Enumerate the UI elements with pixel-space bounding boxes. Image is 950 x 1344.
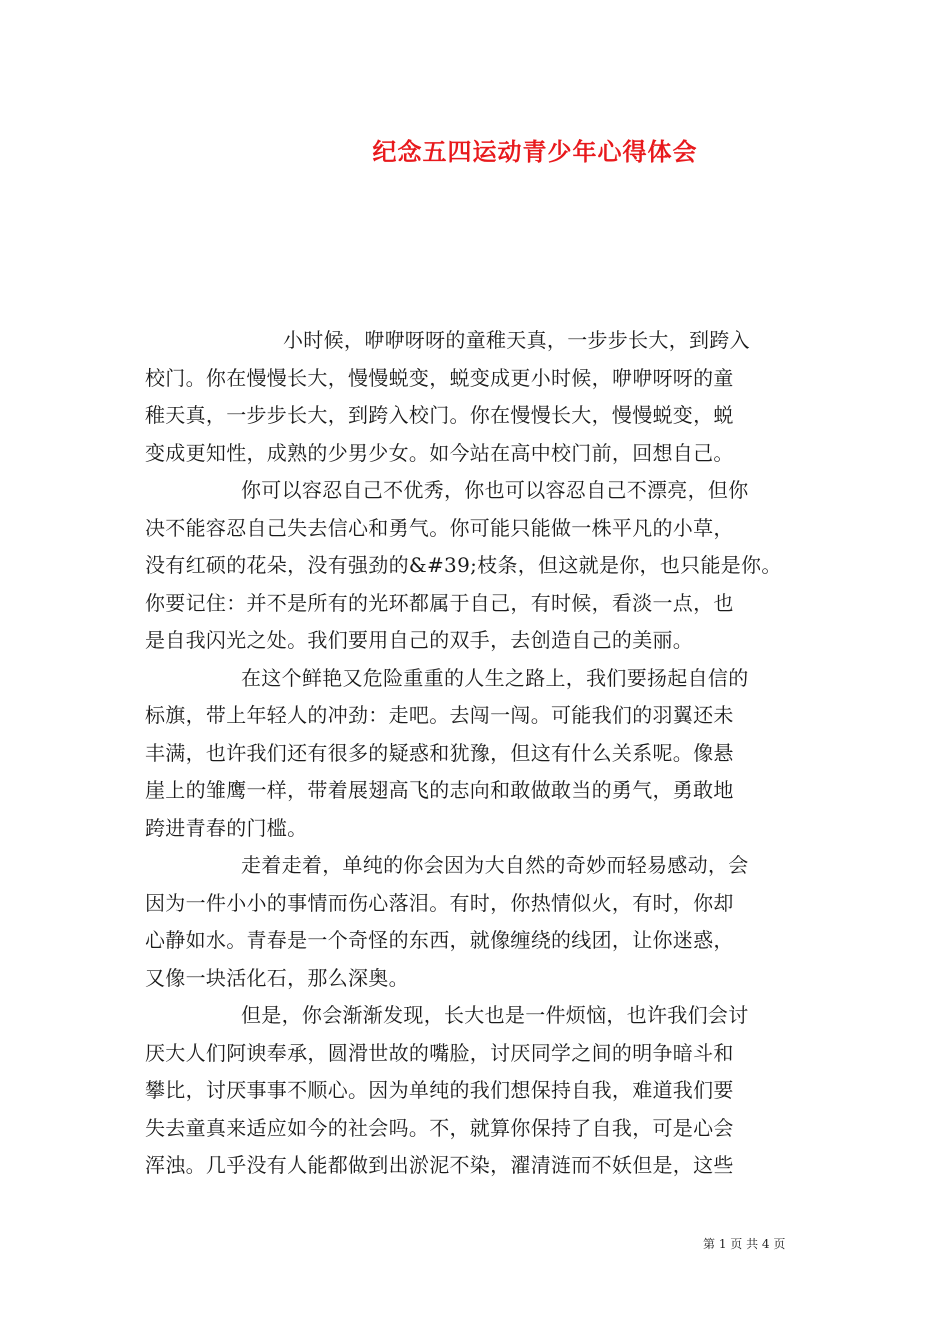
text-line: 你可以容忍自己不优秀，你也可以容忍自己不漂亮，但你 <box>241 478 749 502</box>
text-line: 标旗，带上年轻人的冲劲：走吧。去闯一闯。可能我们的羽翼还未 <box>145 703 734 727</box>
text-line: 丰满，也许我们还有很多的疑惑和犹豫，但这有什么关系呢。像悬 <box>145 740 734 765</box>
body-text <box>145 322 805 1185</box>
text-line: 在这个鲜艳又危险重重的人生之路上，我们要扬起自信的 <box>241 665 749 690</box>
text-line: 你要记住：并不是所有的光环都属于自己，有时候，看淡一点，也 <box>145 590 734 615</box>
text-line: 心静如水。青春是一个奇怪的东西，就像缠绕的线团，让你迷惑， <box>145 928 734 952</box>
text-line: 失去童真来适应如今的社会吗。不，就算你保持了自我，可是心会 <box>145 1115 734 1140</box>
text-line: 变成更知性，成熟的少男少女。如今站在高中校门前，回想自己。 <box>145 440 734 465</box>
text-line: 厌大人们阿谀奉承，圆滑世故的嘴脸，讨厌同学之间的明争暗斗和 <box>145 1040 734 1065</box>
text-line: 攀比，讨厌事事不顺心。因为单纯的我们想保持自我，难道我们要 <box>145 1078 734 1102</box>
page-number: 第 1 页 共 4 页 <box>703 1237 786 1251</box>
text-line: 跨进青春的门槛。 <box>145 815 308 840</box>
text-line: 稚天真，一步步长大，到跨入校门。你在慢慢长大，慢慢蜕变，蜕 <box>145 403 734 427</box>
text-line: 决不能容忍自己失去信心和勇气。你可能只能做一株平凡的小草， <box>145 515 734 540</box>
text-line: 校门。你在慢慢长大，慢慢蜕变，蜕变成更小时候，咿咿呀呀的童 <box>145 365 734 390</box>
text-line: 小时候，咿咿呀呀的童稚天真，一步步长大，到跨入 <box>283 328 750 352</box>
text-line: 又像一块活化石，那么深奥。 <box>145 965 409 990</box>
text-line: 但是，你会渐渐发现，长大也是一件烦恼，也许我们会讨 <box>241 1003 749 1027</box>
text-line: 浑浊。几乎没有人能都做到出淤泥不染，濯清涟而不妖但是，这些 <box>145 1153 734 1177</box>
text-line: 没有红硕的花朵，没有强劲的&#39;枝条，但这就是你，也只能是你。 <box>145 553 782 577</box>
text-line: 崖上的雏鹰一样，带着展翅高飞的志向和敢做敢当的勇气，勇敢地 <box>145 778 734 802</box>
text-line: 是自我闪光之处。我们要用自己的双手，去创造自己的美丽。 <box>145 628 694 652</box>
page-title: 纪念五四运动青少年心得体会 <box>372 137 698 166</box>
text-line: 走着走着，单纯的你会因为大自然的奇妙而轻易感动，会 <box>241 853 749 877</box>
text-line: 因为一件小小的事情而伤心落泪。有时，你热情似火，有时，你却 <box>145 890 734 915</box>
